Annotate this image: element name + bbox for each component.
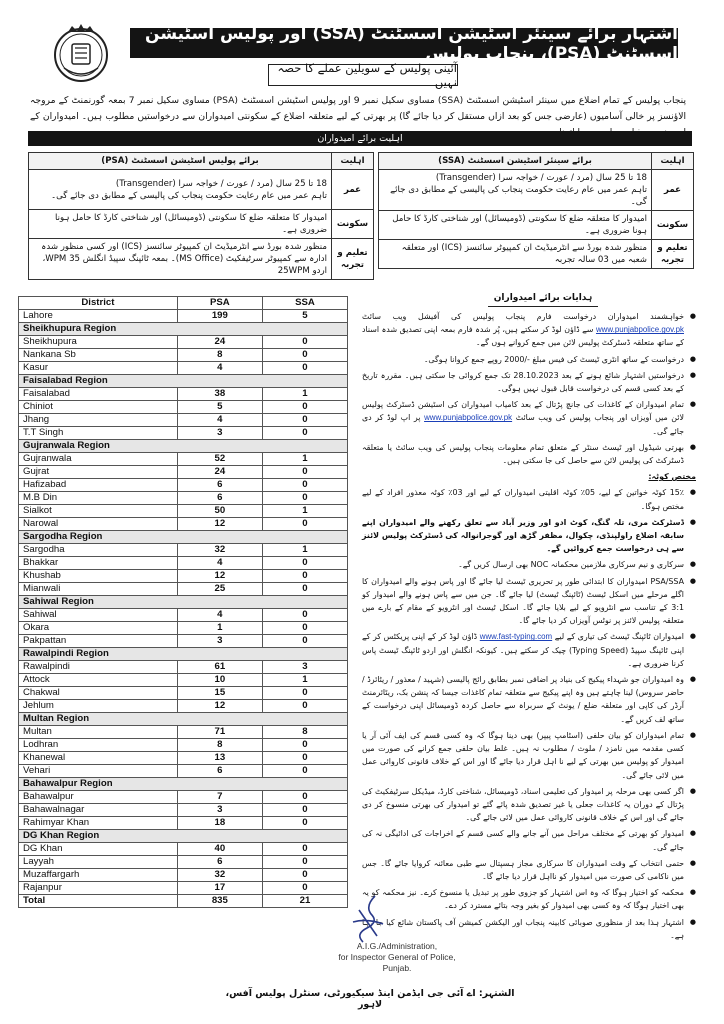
psa-count: 6: [177, 479, 262, 492]
table-row: [19, 739, 348, 752]
instructions-list-2: [362, 486, 696, 942]
region-row: [19, 596, 348, 609]
district-name: Chakwal: [19, 687, 178, 700]
table-row: [19, 765, 348, 778]
district-name: Rahimyar Khan: [19, 817, 178, 830]
ssa-count: 0: [262, 570, 347, 583]
psa-count: 17: [177, 882, 262, 895]
instruction-item: ● امیدوار کو بھرتی کے مختلف مراحل میں آنے جانے والے کسی قسم کے اخراجات کی ادائیگی نہ کی جائے گی۔: [362, 827, 696, 853]
ssa-count: 1: [262, 388, 347, 401]
ssa-count: 0: [262, 557, 347, 570]
psa-count: 32: [177, 544, 262, 557]
psa-domicile-label: سکونت: [332, 210, 374, 239]
ssa-count: 0: [262, 609, 347, 622]
ssa-count: 0: [262, 765, 347, 778]
table-row: [19, 401, 348, 414]
punjab-police-emblem-icon: [50, 22, 112, 84]
ssa-heading: برائے سینئر اسٹیشن اسسٹنٹ (SSA): [379, 153, 652, 170]
table-row: [19, 570, 348, 583]
ssa-count: 0: [262, 700, 347, 713]
table-row: [19, 336, 348, 349]
psa-count: 24: [177, 336, 262, 349]
psa-count: 10: [177, 674, 262, 687]
district-name: Rawalpindi: [19, 661, 178, 674]
region-row: [19, 830, 348, 843]
signature-office: for Inspector General of Police,: [338, 952, 456, 962]
psa-count: 5: [177, 401, 262, 414]
region-name: Rawalpindi Region: [19, 648, 348, 661]
instruction-item: ● سرکاری و نیم سرکاری ملازمین محکمانہ NOC بھی ارسال کریں گے۔: [362, 558, 696, 571]
district-name: Attock: [19, 674, 178, 687]
ssa-count: 0: [262, 401, 347, 414]
instruction-item: ● حتمی انتخاب کے وقت امیدواران کا سرکاری مجاز ہسپتال سے طبی معائنہ کروایا جائے گا۔ جس میں ناکامی کی صورت میں امیدوار کو نااہل قرار دیا جائے گا۔: [362, 857, 696, 883]
ssa-label-heading: اہلیت: [652, 153, 694, 170]
district-name: Jehlum: [19, 700, 178, 713]
district-name: Sargodha: [19, 544, 178, 557]
psa-count: 61: [177, 661, 262, 674]
district-name: Lodhran: [19, 739, 178, 752]
district-column-header: District: [19, 297, 178, 310]
psa-count: 25: [177, 583, 262, 596]
district-name: Khushab: [19, 570, 178, 583]
district-name: Vehari: [19, 765, 178, 778]
ssa-count: 21: [262, 895, 347, 908]
region-row: [19, 531, 348, 544]
table-row: [19, 518, 348, 531]
psa-domicile: امیدوار کا متعلقہ ضلع کا سکونتی (ڈومیسائل) اور شناختی کارڈ کا حامل ہونا ضروری ہے۔: [29, 210, 332, 239]
instruction-item: ● اگر کسی بھی مرحلہ پر امیدوار کی تعلیمی اسناد، ڈومیسائل، شناختی کارڈ، میڈیکل سرٹیفکیٹ کی پڑتال کے دوران یہ کاغذات جعلی یا غیر تصدیق شدہ پائے گئے تو امیدوار کی بھرتی منسوخ کر دی جائے گی اور اس کے خلاف قانونی کاروائی عمل میں لائی جائے گی۔: [362, 785, 696, 825]
psa-count: 8: [177, 739, 262, 752]
table-row: [19, 622, 348, 635]
table-row: [19, 479, 348, 492]
region-name: Bahawalpur Region: [19, 778, 348, 791]
table-row: [19, 466, 348, 479]
table-row: [19, 804, 348, 817]
psa-count: 6: [177, 856, 262, 869]
district-name: Sahiwal: [19, 609, 178, 622]
district-name: Khanewal: [19, 752, 178, 765]
district-name: Layyah: [19, 856, 178, 869]
district-name: Bahawalnagar: [19, 804, 178, 817]
ssa-column-header: SSA: [262, 297, 347, 310]
ssa-count: 0: [262, 856, 347, 869]
instruction-item: ● ڈسٹرکٹ مری، تلہ گنگ، کوٹ ادو اور وزیر آباد سے تعلق رکھنے والے امیدواران اپنے سابقہ اضلاع راولپنڈی، چکوال، مظفر گڑھ اور گوجرانوالہ کی ڈسٹرکٹ پولیس لائنز سے ہی درخواست جمع کروائیں گے۔: [362, 516, 696, 556]
psa-count: 835: [177, 895, 262, 908]
district-name: Narowal: [19, 518, 178, 531]
ssa-count: 0: [262, 492, 347, 505]
psa-count: 3: [177, 804, 262, 817]
table-row: [19, 856, 348, 869]
eligibility-heading: اہلیت برائے امیدواران: [28, 131, 692, 146]
psa-count: 3: [177, 427, 262, 440]
psa-count: 12: [177, 518, 262, 531]
ssa-count: 0: [262, 336, 347, 349]
psa-count: 4: [177, 609, 262, 622]
ssa-education-label: تعلیم و تجربہ: [652, 240, 694, 269]
instruction-item: ● درخواست کے ساتھ انٹری ٹیسٹ کی فیس مبلغ -/2000 روپے جمع کروانا ہوگی۔: [362, 353, 696, 366]
instructions-list: [362, 310, 696, 467]
psa-education: منظور شدہ بورڈ سے انٹرمیڈیٹ ان کمپیوٹر سائنسز (ICS) اور کسی منظور شدہ ادارہ سے کمپیوٹر سرٹیفکیٹ (MS Office)۔ بمعہ ٹائپنگ سپیڈ انگلش 35 WPM، اردو 25WPM: [29, 239, 332, 280]
table-row: [19, 661, 348, 674]
psa-count: 15: [177, 687, 262, 700]
district-table-body: [19, 310, 348, 908]
table-row: [19, 843, 348, 856]
instruction-item: ● 15٪ کوٹہ خواتین کے لیے، 05٪ کوٹہ اقلیتی امیدواران کے لیے اور 03٪ کوٹہ معذور افراد کے لیے مختص ہوگا۔: [362, 486, 696, 512]
table-row: [19, 492, 348, 505]
signature-block: [332, 941, 462, 974]
psa-heading: برائے پولیس اسٹیشن اسسٹنٹ (PSA): [29, 153, 332, 170]
psa-eligibility-table: [28, 152, 374, 280]
ssa-age-note: تاہم عمر میں عام رعایت حکومت پنجاب کی پالیسی کے مطابق دی جائے گی۔: [390, 185, 647, 207]
district-name: Faisalabad: [19, 388, 178, 401]
ssa-count: 0: [262, 362, 347, 375]
psa-count: 18: [177, 817, 262, 830]
table-row: [19, 817, 348, 830]
psa-count: 1: [177, 622, 262, 635]
ssa-count: 1: [262, 453, 347, 466]
psa-count: 6: [177, 492, 262, 505]
instruction-item: ● PSA/SSA امیدواران کا ابتدائی طور پر تحریری ٹیسٹ لیا جائے گا اور پاس ہونے والے امیدواران کا اگلے مرحلے میں اسکل ٹیسٹ (ٹائپنگ ٹیسٹ) لیا جائے گا۔ جن میں سے پاس ہونے والے امیدوار کو 3:1 کے تناسب سے انٹرویو کے لیے بلایا جائے گا۔ اسکل ٹیسٹ اور انٹرویو کے مقام کے بارے میں متعلقہ پولیس لائنز پر نوٹس آویزاں کر دیا جائے گا۔: [362, 575, 696, 628]
psa-count: 52: [177, 453, 262, 466]
instruction-item: ● تمام امیدواران کو بیان حلفی (اسٹامپ پیپر) بھی دینا ہوگا کہ وہ کسی قسم کی ایف آئی آر یا کسی مقدمہ میں نامزد / ملوث / مطلوب نہ ہیں۔ غلط بیان حلفی جمع کرانے کی صورت میں امیدوار کو پولیس میں بھرتی کے لیے نا اہل قرار دیا جائے گا اور اس کے خلاف قانونی کاروائی عمل میں لائی جائے گی۔: [362, 729, 696, 782]
table-row: [19, 349, 348, 362]
district-name: T.T Singh: [19, 427, 178, 440]
psa-count: 13: [177, 752, 262, 765]
instruction-item: ● امیدواران ٹائپنگ ٹیسٹ کی تیاری کے لیے www.fast-typing.com ڈاؤن لوڈ کر کے اپنی پریکٹس کر کے اپنی ٹائپنگ سپیڈ (Typing Speed) چیک کر سکتے ہیں۔ کیونکہ انگلش اور اردو ٹائپنگ ٹیسٹ پاس کرنا ضروری ہے۔: [362, 630, 696, 670]
district-name: Lahore: [19, 310, 178, 323]
instruction-item: ● تمام امیدواران کے کاغذات کی جانچ پڑتال کے بعد کامیاب امیدواران کی اسٹیشن ڈسٹرکٹ پولیس لائن میں آویزاں اور پنجاب پولیس کی ویب سائٹ www.punjabpolice.gov.pk پر اپ لوڈ کر دی جائے گی۔: [362, 398, 696, 438]
website-link[interactable]: www.punjabpolice.gov.pk: [424, 413, 513, 423]
district-vacancy-table: [18, 296, 348, 908]
psa-count: 7: [177, 791, 262, 804]
district-name: Nankana Sb: [19, 349, 178, 362]
psa-count: 6: [177, 765, 262, 778]
region-name: Faisalabad Region: [19, 375, 348, 388]
ssa-count: 8: [262, 726, 347, 739]
table-row: [19, 505, 348, 518]
intro-paragraph: پنجاب پولیس کے تمام اضلاع میں سینئر اسٹیشن اسسٹنٹ (SSA) مساوی سکیل نمبر 9 اور پولیس اسٹیشن اسسٹنٹ (PSA) مساوی سکیل نمبر 7 بمعہ گورنمنٹ کے مروجہ الاؤنسز پر خالی آسامیوں (عارضی جس کو بعد ازاں مستقل کر دیا جائے گا) پر بھرتی کے لیے متعلقہ اضلاع کے سکونتی امیدواران سے درخواستیں مطلوب ہیں۔ امیدواران کے: [30, 95, 686, 122]
ssa-count: 1: [262, 674, 347, 687]
ssa-count: 0: [262, 635, 347, 648]
table-row: [19, 414, 348, 427]
psa-age: 18 تا 25 سال (مرد / عورت / خواجہ سرا (Transgender): [115, 178, 327, 189]
psa-count: 50: [177, 505, 262, 518]
ssa-age: 18 تا 25 سال (مرد / عورت / خواجہ سرا (Transgender): [435, 173, 647, 183]
psa-age-note: تاہم عمر میں عام رعایت حکومت پنجاب کی پالیسی کے مطابق دی جائے گی۔: [51, 190, 327, 201]
instruction-item: ● وہ امیدواران جو شہداء پیکیج کی بنیاد پر اضافی نمبر بطابق رائج پالیسی (شہید / معذور / ریٹائرڈ / حاضر سروس) لینا چاہتے ہیں وہ اپنے پیکیج سے متعلقہ تمام کاغذات جیسا کہ پنشن بک، ریٹائرمنٹ آرڈر کی کاپی اور متعلقہ ضلع / یونٹ کے سربراہ سے حاصل کردہ ڈومیسائل اپنی درخواست کے ساتھ لف کریں گے۔: [362, 673, 696, 726]
table-row: [19, 427, 348, 440]
ssa-count: 0: [262, 817, 347, 830]
table-row: [19, 791, 348, 804]
psa-count: 12: [177, 570, 262, 583]
region-name: Sahiwal Region: [19, 596, 348, 609]
district-name: Sialkot: [19, 505, 178, 518]
psa-count: 38: [177, 388, 262, 401]
district-name: M.B Din: [19, 492, 178, 505]
district-name: Total: [19, 895, 178, 908]
ssa-count: 0: [262, 804, 347, 817]
district-name: Muzaffargarh: [19, 869, 178, 882]
ssa-count: 0: [262, 869, 347, 882]
ssa-count: 0: [262, 518, 347, 531]
ssa-eligibility-table: [378, 152, 694, 269]
district-name: Chiniot: [19, 401, 178, 414]
psa-count: 8: [177, 349, 262, 362]
ssa-count: 0: [262, 466, 347, 479]
advertiser-footer: الشتہر: اے آئی جی ایڈمن اینڈ سیکیورٹی، سنٹرل پولیس آفس، لاہور: [225, 988, 515, 1010]
psa-count: 4: [177, 414, 262, 427]
table-row: [19, 453, 348, 466]
region-name: Sheikhupura Region: [19, 323, 348, 336]
ssa-age-label: عمر: [652, 170, 694, 211]
website-link[interactable]: www.punjabpolice.gov.pk: [595, 325, 684, 335]
ssa-count: 1: [262, 505, 347, 518]
region-name: Gujranwala Region: [19, 440, 348, 453]
table-row: [19, 752, 348, 765]
psa-count: 24: [177, 466, 262, 479]
table-row: [19, 687, 348, 700]
region-name: Multan Region: [19, 713, 348, 726]
district-name: Multan: [19, 726, 178, 739]
district-name: Hafizabad: [19, 479, 178, 492]
region-row: [19, 440, 348, 453]
ssa-count: 0: [262, 843, 347, 856]
table-row: [19, 635, 348, 648]
table-row: [19, 882, 348, 895]
instruction-item: ● درخواستیں اشتہار شائع ہونے کے بعد 28.10.2023 تک جمع کروائی جا سکتی ہیں۔ مقررہ تاریخ کے بعد کسی قسم کی درخواست قابل قبول نہیں ہوگی۔: [362, 369, 696, 395]
region-row: [19, 778, 348, 791]
ssa-count: 0: [262, 427, 347, 440]
region-row: [19, 713, 348, 726]
psa-count: 32: [177, 869, 262, 882]
ssa-count: 0: [262, 414, 347, 427]
psa-count: 12: [177, 700, 262, 713]
ssa-count: 0: [262, 479, 347, 492]
psa-count: 4: [177, 557, 262, 570]
signature-title: A.I.G./Administration,: [356, 941, 438, 951]
psa-count: 4: [177, 362, 262, 375]
region-row: [19, 375, 348, 388]
ssa-count: 0: [262, 349, 347, 362]
table-row: [19, 583, 348, 596]
district-name: Bhakkar: [19, 557, 178, 570]
ssa-count: 0: [262, 687, 347, 700]
ssa-count: 0: [262, 739, 347, 752]
ssa-count: 3: [262, 661, 347, 674]
region-row: [19, 648, 348, 661]
typing-website-link[interactable]: www.fast-typing.com: [479, 632, 553, 642]
district-name: Rajanpur: [19, 882, 178, 895]
instruction-item: ● بھرتی شیڈول اور ٹیسٹ سنٹر کے متعلق تمام معلومات پنجاب پولیس کی ویب سائٹ یا متعلقہ ڈسٹرکٹ کی پولیس لائن سے حاصل کی جا سکتی ہیں۔: [362, 441, 696, 467]
psa-count: 40: [177, 843, 262, 856]
subtitle-note: آئینی پولیس کے سویلین عملے کا حصہ نہیں: [268, 64, 458, 86]
psa-education-label: تعلیم و تجربہ: [332, 239, 374, 280]
ssa-education: منظور شدہ بورڈ سے انٹرمیڈیٹ ان کمپیوٹر سائنسز (ICS) اور متعلقہ شعبہ میں 03 سالہ تجربہ: [379, 240, 652, 269]
table-row: [19, 310, 348, 323]
instruction-item: ● اشتہار ہذا بعد از منظوری صوبائی کابینہ پنجاب اور الیکشن کمیشن آف پاکستان شائع کیا جا رہا ہے۔: [362, 916, 696, 942]
table-row: [19, 609, 348, 622]
instructions-heading: ہدایات برائے امیدواران: [488, 293, 598, 307]
signature-province: Punjab.: [382, 963, 412, 973]
instruction-item: ● محکمہ کو اختیار ہوگا کہ وہ اس اشتہار کو جزوی طور پر تبدیل یا منسوخ کرے۔ نیز محکمہ کو یہ بھی اختیار ہوگا کہ وہ کسی بھی امیدوار کو بغیر وجہ بتائے مسترد کر دے۔: [362, 886, 696, 912]
psa-column-header: PSA: [177, 297, 262, 310]
region-name: DG Khan Region: [19, 830, 348, 843]
psa-label-heading: اہلیت: [332, 153, 374, 170]
district-name: DG Khan: [19, 843, 178, 856]
ssa-count: 0: [262, 583, 347, 596]
psa-age-label: عمر: [332, 170, 374, 210]
ssa-domicile: امیدوار کا متعلقہ ضلع کا سکونتی (ڈومیسائل) اور شناختی کارڈ کا حامل ہونا ضروری ہے۔: [379, 211, 652, 240]
region-name: Sargodha Region: [19, 531, 348, 544]
ssa-domicile-label: سکونت: [652, 211, 694, 240]
district-name: Okara: [19, 622, 178, 635]
table-row: [19, 557, 348, 570]
table-row: [19, 388, 348, 401]
table-row: [19, 726, 348, 739]
ssa-count: 1: [262, 544, 347, 557]
district-name: Jhang: [19, 414, 178, 427]
psa-count: 71: [177, 726, 262, 739]
psa-count: 199: [177, 310, 262, 323]
district-name: Bahawalpur: [19, 791, 178, 804]
instructions-list-container: [362, 310, 696, 945]
district-name: Gujrat: [19, 466, 178, 479]
instruction-item: ● خواہشمند امیدواران درخواست فارم پنجاب پولیس کی آفیشل ویب سائٹ www.punjabpolice.gov.pk سے ڈاؤن لوڈ کر سکتے ہیں، پُر شدہ فارم بمعہ اپنی تصدیق شدہ اسناد کے ساتھ متعلقہ ڈسٹرکٹ پولیس لائن میں جمع کروانے ہوں گے۔: [362, 310, 696, 350]
table-row: [19, 362, 348, 375]
total-row: [19, 895, 348, 908]
district-name: Sheikhupura: [19, 336, 178, 349]
table-row: [19, 674, 348, 687]
ssa-count: 0: [262, 622, 347, 635]
ssa-count: 0: [262, 752, 347, 765]
region-row: [19, 323, 348, 336]
district-name: Gujranwala: [19, 453, 178, 466]
ssa-count: 0: [262, 882, 347, 895]
table-row: [19, 869, 348, 882]
table-row: [19, 544, 348, 557]
ssa-count: 0: [262, 791, 347, 804]
psa-count: 3: [177, 635, 262, 648]
quota-heading: مختص کوٹہ:: [648, 472, 696, 482]
table-row: [19, 700, 348, 713]
district-name: Kasur: [19, 362, 178, 375]
district-name: Mianwali: [19, 583, 178, 596]
advertisement-title: اشتہار برائے سینئر اسٹیشن اسسٹنٹ (SSA) اور پولیس اسٹیشن اسسٹنٹ (PSA)، پنجاب پولیس: [130, 28, 678, 58]
district-name: Pakpattan: [19, 635, 178, 648]
ssa-count: 5: [262, 310, 347, 323]
